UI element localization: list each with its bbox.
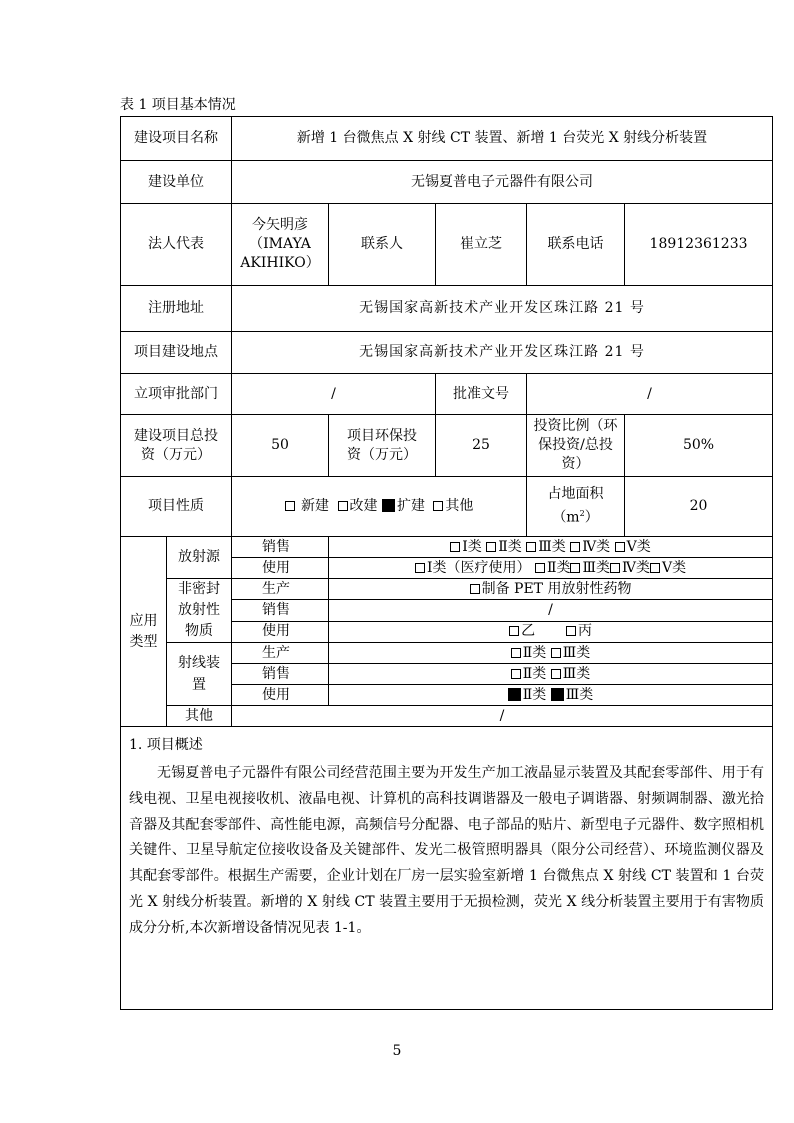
checkbox-use-device-iii-checked [551, 688, 564, 701]
device-produce-label: 生产 [232, 643, 329, 664]
sell-i: Ⅰ类 [462, 538, 482, 555]
approval-no-label: 批准文号 [436, 374, 527, 415]
checkbox-b [509, 626, 519, 636]
device-use-ii: Ⅱ类 [522, 686, 547, 703]
area-label [527, 477, 625, 537]
reg-addr-label: 注册地址 [121, 286, 232, 332]
approval-dept-value: / [232, 374, 436, 415]
nature-options [232, 477, 527, 537]
use-iv: Ⅳ类 [621, 559, 650, 576]
unsealed-use-options [329, 621, 773, 642]
device-produce-iii: Ⅲ类 [562, 644, 591, 661]
checkbox-new [285, 501, 295, 511]
checkbox-sell-iv [570, 542, 580, 552]
use-v: Ⅴ类 [661, 559, 687, 576]
unsealed-produce-label: 生产 [232, 579, 329, 600]
unsealed-label-line2: 放射性 [178, 602, 220, 618]
use-iii: Ⅲ类 [582, 559, 610, 576]
ratio-value: 50% [625, 415, 773, 477]
area-unit-close: ） [584, 509, 599, 526]
sell-iii: Ⅲ类 [538, 538, 566, 555]
use-ii: Ⅱ类 [546, 559, 571, 576]
area-unit-sup: 2 [579, 509, 585, 519]
unsealed-use-b: 乙 [521, 623, 536, 640]
summary-paragraph: 无锡夏普电子元器件有限公司经营范围主要为开发生产加工液晶显示装置及其配套零部件、用于有线电视、卫星电视接收机、液晶电视、计算机的高科技调谐器及一般电子调谐器、射频调制器、激光拾音器及其配套零部件、高性能电源，高频信号分配器、电子部品的贴片、新型电子元器件、数字照相机关键件、卫星导航定位接收设备及关键部件、发光二极管照明器具（限分公司经营）、环境监测仪器及其配套零部件。根据生产需要，企业计划在厂房一层实验室新增 1 台微焦点 X 射线 CT 装置和 1 台荧光 X 射线分析装置。新增的 X 射线 CT 装置主要用于无损检测，荧光 X 线分析装置主要用于有害物质成分分析,本次新增设备情况见表 1-1。 [129, 765, 765, 936]
legal-value-line1: 今矢明彦 [252, 217, 308, 233]
source-sell-label: 销售 [232, 537, 329, 558]
checkbox-sell-device-iii [551, 669, 561, 679]
total-invest-label-line2: 资（万元） [141, 446, 211, 463]
project-summary [121, 727, 773, 1010]
reg-addr-value: 无锡国家高新技术产业开发区珠江路 21 号 [232, 286, 773, 332]
unsealed-sell-value: / [329, 600, 773, 621]
ratio-label-line3: 资） [561, 456, 590, 472]
summary-heading: 1. 项目概述 [129, 737, 203, 753]
env-invest-label-line1: 项目环保投 [347, 427, 417, 444]
unsealed-label-line3: 物质 [185, 623, 213, 639]
project-name-label: 建设项目名称 [121, 117, 232, 161]
checkbox-use-iv [610, 563, 620, 573]
page-number: 5 [392, 1043, 402, 1059]
application-label-line1: 应用 [129, 612, 158, 629]
nature-rebuild: 改建 [349, 498, 378, 514]
checkbox-expand-checked [382, 499, 395, 512]
device-produce-options [329, 643, 773, 664]
legal-value [232, 204, 329, 286]
checkbox-produce-iii [551, 648, 561, 658]
contact-value: 崔立芝 [436, 204, 527, 286]
phone-label: 联系电话 [527, 204, 625, 286]
unsealed-produce: 制备 PET 用放射性药物 [481, 580, 632, 597]
checkbox-c [566, 626, 576, 636]
unsealed-produce-options [329, 579, 773, 600]
unsealed-label-line1: 非密封 [178, 581, 220, 597]
legal-value-line3: AKIHIKO） [240, 255, 320, 271]
sell-ii: Ⅱ类 [498, 538, 522, 555]
source-sell-options [329, 537, 773, 558]
nature-label: 项目性质 [121, 477, 232, 537]
table-caption: 表 1 项目基本情况 [120, 97, 236, 113]
env-invest-value: 25 [436, 415, 527, 477]
device-produce-ii: Ⅱ类 [522, 644, 547, 661]
checkbox-pet [470, 584, 480, 594]
sell-iv: Ⅳ类 [582, 538, 611, 555]
source-label: 放射源 [167, 537, 232, 579]
unsealed-sell-label: 销售 [232, 600, 329, 621]
unsealed-use-c: 丙 [577, 623, 592, 640]
checkbox-use-iii [570, 563, 580, 573]
unsealed-label [167, 579, 232, 643]
sell-v: Ⅴ类 [626, 538, 651, 555]
nature-new: 新建 [301, 498, 330, 514]
other-label: 其他 [167, 706, 232, 727]
env-invest-label [329, 415, 436, 477]
checkbox-sell-ii [486, 542, 496, 552]
checkbox-sell-device-ii [511, 669, 521, 679]
ratio-label-line2: 保投资/总投 [538, 437, 613, 453]
application-label-line2: 类型 [129, 633, 158, 650]
nature-expand: 扩建 [396, 498, 425, 514]
source-use-options [329, 558, 773, 579]
use-i: Ⅰ类（医疗使用） [426, 559, 531, 576]
device-label-line2: 置 [192, 677, 206, 693]
checkbox-use-i [415, 563, 425, 573]
device-use-iii: Ⅲ类 [565, 686, 594, 703]
legal-label: 法人代表 [121, 204, 232, 286]
project-info-table [120, 116, 773, 1010]
total-invest-label [121, 415, 232, 477]
env-invest-label-line2: 资（万元） [347, 446, 417, 463]
checkbox-sell-iii [526, 542, 536, 552]
ratio-label [527, 415, 625, 477]
device-use-options [329, 685, 773, 706]
approval-no-value: / [527, 374, 773, 415]
checkbox-other [433, 501, 443, 511]
checkbox-use-v [650, 563, 660, 573]
area-label-line1: 占地面积 [547, 486, 604, 503]
ratio-label-line1: 投资比例（环 [533, 418, 618, 434]
checkbox-rebuild [338, 501, 348, 511]
checkbox-use-ii [535, 563, 545, 573]
legal-value-line2: （IMAYA [249, 236, 311, 252]
project-name-value: 新增 1 台微焦点 X 射线 CT 装置、新增 1 台荧光 X 射线分析装置 [232, 117, 773, 161]
total-invest-label-line1: 建设项目总投 [134, 427, 218, 444]
site-label: 项目建设地点 [121, 332, 232, 374]
checkbox-produce-ii [511, 648, 521, 658]
application-type-label [121, 537, 167, 727]
unit-value: 无锡夏普电子元器件有限公司 [232, 161, 773, 204]
device-sell-ii: Ⅱ类 [522, 665, 547, 682]
total-invest-value: 50 [232, 415, 329, 477]
area-label-line2 [529, 504, 622, 528]
other-value: / [232, 706, 773, 727]
area-value: 20 [625, 477, 773, 537]
source-use-label: 使用 [232, 558, 329, 579]
site-value: 无锡国家高新技术产业开发区珠江路 21 号 [232, 332, 773, 374]
device-sell-options [329, 664, 773, 685]
checkbox-sell-v [615, 542, 625, 552]
contact-label: 联系人 [329, 204, 436, 286]
device-sell-iii: Ⅲ类 [562, 665, 591, 682]
device-use-label: 使用 [232, 685, 329, 706]
phone-value: 18912361233 [625, 204, 773, 286]
checkbox-use-device-ii-checked [508, 688, 521, 701]
nature-other: 其他 [445, 498, 474, 514]
device-sell-label: 销售 [232, 664, 329, 685]
device-label [167, 643, 232, 706]
unit-label: 建设单位 [121, 161, 232, 204]
approval-dept-label: 立项审批部门 [121, 374, 232, 415]
area-unit: （m [552, 509, 580, 526]
unsealed-use-label: 使用 [232, 621, 329, 642]
checkbox-sell-i [450, 542, 460, 552]
device-label-line1: 射线装 [178, 655, 220, 671]
